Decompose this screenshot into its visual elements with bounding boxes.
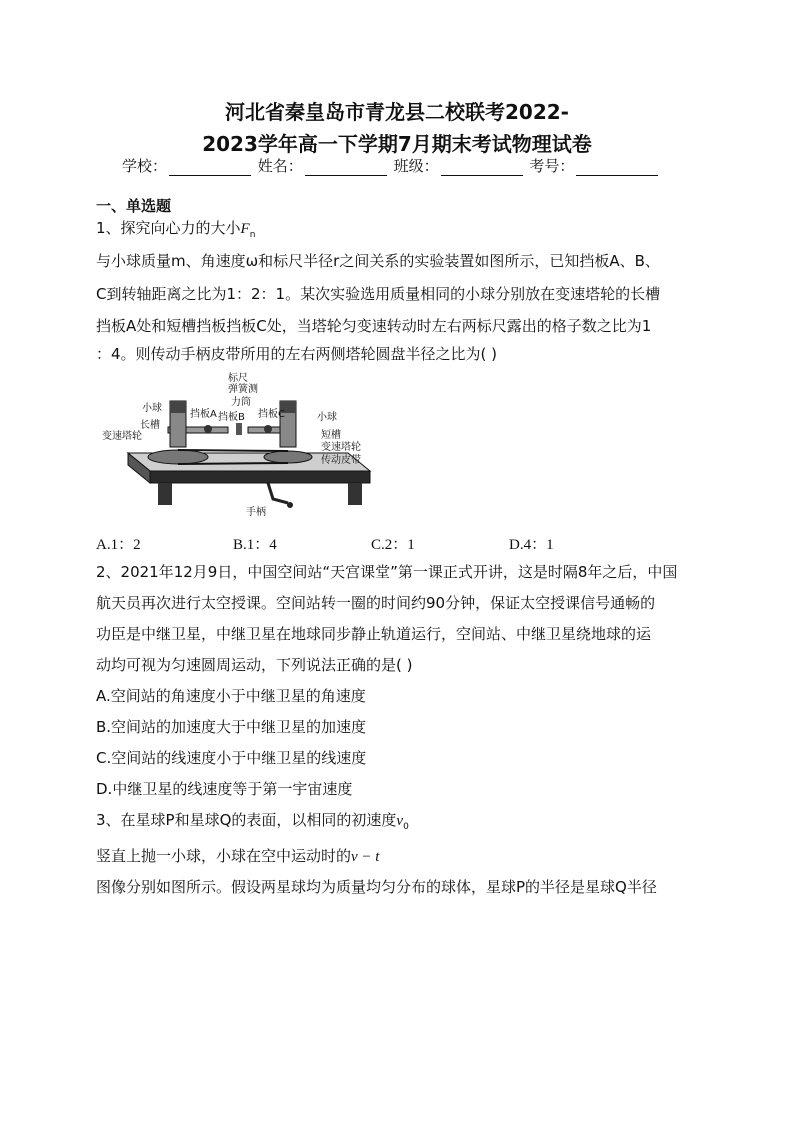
label-tanhuang-1: 弹簧测: [228, 384, 258, 395]
q2-line-1: 2、2021年12月9日，中国空间站“天宫课堂”第一课正式开讲，这是时隔8年之后，中国: [96, 563, 678, 581]
exam-number-label: 考号：: [529, 157, 575, 175]
label-long-groove: 长槽: [140, 420, 160, 431]
school-label: 学校：: [122, 157, 168, 175]
name-blank[interactable]: [305, 160, 387, 176]
class-blank[interactable]: [441, 160, 523, 176]
label-belt: 传动皮带: [321, 455, 361, 466]
q3-line-2: 竖直上抛一小球，小球在空中运动时的v − t: [96, 847, 380, 865]
title-line-2: 2023学年高一下学期7月期末考试物理试卷: [202, 132, 592, 156]
q1-option-a: A.1：2: [96, 537, 141, 553]
label-biaochi: 标尺: [228, 373, 248, 384]
label-baffle-a: 挡板A: [190, 409, 217, 420]
q2-option-b: B.空间站的加速度大于中继卫星的加速度: [96, 718, 367, 736]
label-baffle-b: 挡板B: [218, 412, 245, 423]
title-line-1: 河北省秦皇岛市青龙县二校联考2022-: [225, 100, 569, 124]
name-label: 姓名：: [257, 157, 303, 175]
q1-line-2: 与小球质量m、角速度ω和标尺半径r之间关系的实验装置如图所示，已知挡板A、B、: [96, 252, 660, 270]
q1-line-1: 1、探究向心力的大小$F_n$: [96, 219, 256, 240]
label-baffle-c: 挡板C: [258, 409, 285, 420]
q1-option-d: D.4：1: [509, 537, 554, 553]
section-heading: 一、单选题: [96, 197, 172, 215]
q2-line-2: 航天员再次进行太空授课。空间站转一圈的时间约90分钟，保证太空授课信号通畅的: [96, 594, 656, 612]
q2-option-a: A.空间站的角速度小于中继卫星的角速度: [96, 687, 366, 705]
exam-number-blank[interactable]: [576, 160, 658, 176]
q2-line-3: 功臣是中继卫星，中继卫星在地球同步静止轨道运行，空间站、中继卫星绕地球的运: [96, 625, 652, 643]
q1-option-b: B.1：4: [233, 537, 277, 553]
class-label: 班级：: [393, 157, 439, 175]
label-short-groove: 短槽: [321, 430, 341, 441]
label-ball-left: 小球: [142, 403, 162, 414]
q2-line-4: 动均可视为匀速圆周运动，下列说法正确的是( ): [96, 656, 413, 674]
label-crank: 手柄: [246, 507, 266, 518]
q2-option-c: C.空间站的线速度小于中继卫星的线速度: [96, 749, 367, 767]
q3-line-1: 3、在星球P和星球Q的表面，以相同的初速度$v_0$: [96, 811, 409, 832]
q1-option-c: C.2：1: [371, 537, 415, 553]
q3-line-3: 图像分别如图所示。假设两星球均为质量均匀分布的球体，星球P的半径是星球Q半径: [96, 878, 657, 896]
school-blank[interactable]: [169, 160, 251, 176]
centripetal-force-apparatus-figure: [98, 371, 388, 519]
q1-line-3: C到转轴距离之比为1：2：1。某次实验选用质量相同的小球分别放在变速塔轮的长槽: [96, 285, 661, 303]
label-ball-right: 小球: [317, 412, 337, 423]
q1-line-5: ：4。则传动手柄皮带所用的左右两侧塔轮圆盘半径之比为( ): [96, 345, 498, 363]
label-tower-wheel-left: 变速塔轮: [102, 431, 142, 442]
q1-line-4: 挡板A处和短槽挡板挡板C处，当塔轮匀变速转动时左右两标尺露出的格子数之比为1: [96, 317, 652, 335]
label-tower-wheel-right: 变速塔轮: [321, 442, 361, 453]
label-tanhuang-2: 力筒: [231, 397, 251, 408]
q2-option-d: D.中继卫星的线速度等于第一宇宙速度: [96, 780, 353, 798]
student-info-row: [122, 155, 660, 176]
